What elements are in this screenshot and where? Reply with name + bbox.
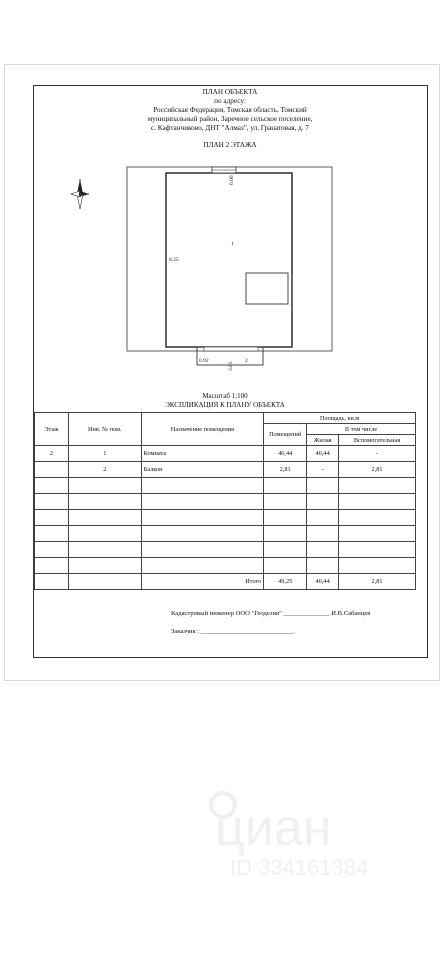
table-row-empty [35,526,416,542]
address-line-3: муниципальный район, Заречное сельское поселение, [147,115,313,123]
room-1-label: 1 [231,241,234,247]
header-number: Инв. № пом. [68,413,141,446]
dim-balcony-width: 0.92 [199,358,209,364]
header-living: Жилая [307,435,339,446]
header-rooms: Помещений [264,424,307,446]
engineer-label: Кадастровый инженер ООО "Геодезия" [171,610,282,617]
dim-top: 6.00 [229,175,235,185]
engineer-signature-line [171,610,370,617]
room-2-label: 2 [245,358,248,364]
table-row: 2 1 Комната 46,44 46,44 - [35,446,416,462]
customer-label: Заказчик : [171,628,200,635]
header-floor: Этаж [35,413,69,446]
table-row-empty [35,558,416,574]
watermark-brand: циан [215,799,332,857]
floor-plan-title: ПЛАН 2 ЭТАЖА [203,141,257,149]
header-including: В том числе [307,424,416,435]
table-row: 2 Балкон 2,81 - 2,81 [35,462,416,478]
header-area: Площадь, кв.м [264,413,416,424]
header-purpose: Назначение помещения [141,413,264,446]
scale-label: Масштаб 1:100 [202,392,248,400]
address-line-2: Российская Федерация, Томская область, Томский [153,106,307,114]
customer-signature-line [171,628,295,635]
room-1-wall [166,173,292,347]
total-aux: 2,81 [339,574,416,590]
table-row-empty [35,478,416,494]
plan-outer-contour [127,167,332,351]
engineer-blank: ______________ [283,610,330,617]
watermark-id: ID 334161384 [230,855,369,880]
table-row-empty [35,510,416,526]
total-label: Итого [141,574,264,590]
balcony-door [204,347,258,351]
address-line-1: по адресу: [214,97,246,105]
total-area: 49,25 [264,574,307,590]
floor-plan-drawing [5,65,441,385]
engineer-name: И.В.Сабанцев [331,610,371,617]
dim-balcony-length: 3.05 [228,361,234,371]
cian-watermark [185,775,425,885]
plan-title: ПЛАН ОБЪЕКТА [202,88,258,96]
table-header-row [35,413,416,424]
explication-table [34,412,416,590]
table-row-empty [35,542,416,558]
dim-left: 8.25 [169,257,179,263]
table-row-empty [35,494,416,510]
table-total-row [35,574,416,590]
interior-element [246,273,288,304]
header-aux: Вспомогательная [339,435,416,446]
total-living: 46,44 [307,574,339,590]
address-line-4: с. Кафтанчиково, ДНТ "Алмаз", ул. Гранатовая, д. 7 [150,124,310,132]
explication-title: ЭКСПЛИКАЦИЯ К ПЛАНУ ОБЪЕКТА [165,401,285,409]
customer-blank: ____________________________. [200,628,295,635]
